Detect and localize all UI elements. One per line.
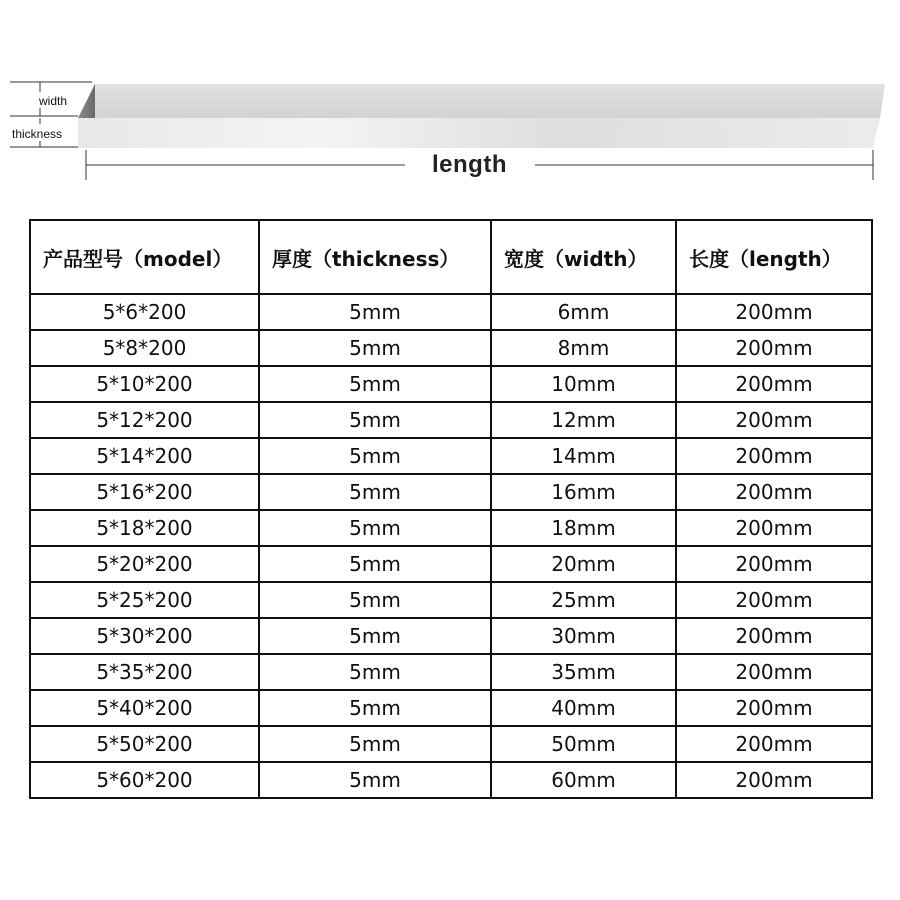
cell-length: 200mm bbox=[676, 762, 872, 798]
cell-width: 16mm bbox=[491, 474, 676, 510]
table-row bbox=[30, 474, 872, 510]
cell-model: 5*50*200 bbox=[30, 726, 259, 762]
cell-length: 200mm bbox=[676, 366, 872, 402]
cell-model: 5*18*200 bbox=[30, 510, 259, 546]
cell-length: 200mm bbox=[676, 726, 872, 762]
cell-thickness: 5mm bbox=[259, 438, 491, 474]
cell-model: 5*6*200 bbox=[30, 294, 259, 330]
cell-width: 10mm bbox=[491, 366, 676, 402]
cell-length: 200mm bbox=[676, 582, 872, 618]
cell-length: 200mm bbox=[676, 618, 872, 654]
cell-width: 25mm bbox=[491, 582, 676, 618]
table-row bbox=[30, 618, 872, 654]
length-label: length bbox=[432, 151, 507, 178]
table-row bbox=[30, 294, 872, 330]
cell-thickness: 5mm bbox=[259, 402, 491, 438]
cell-model: 5*40*200 bbox=[30, 690, 259, 726]
cell-thickness: 5mm bbox=[259, 582, 491, 618]
cell-length: 200mm bbox=[676, 402, 872, 438]
cell-model: 5*60*200 bbox=[30, 762, 259, 798]
cell-thickness: 5mm bbox=[259, 762, 491, 798]
cell-length: 200mm bbox=[676, 294, 872, 330]
cell-length: 200mm bbox=[676, 654, 872, 690]
header-thickness: 厚度（thickness） bbox=[259, 220, 491, 294]
cell-width: 30mm bbox=[491, 618, 676, 654]
cell-thickness: 5mm bbox=[259, 366, 491, 402]
table-row bbox=[30, 330, 872, 366]
cell-thickness: 5mm bbox=[259, 690, 491, 726]
table-row bbox=[30, 654, 872, 690]
cell-model: 5*10*200 bbox=[30, 366, 259, 402]
table-row bbox=[30, 510, 872, 546]
table-row bbox=[30, 438, 872, 474]
cell-width: 12mm bbox=[491, 402, 676, 438]
cell-width: 50mm bbox=[491, 726, 676, 762]
cell-model: 5*35*200 bbox=[30, 654, 259, 690]
cell-model: 5*14*200 bbox=[30, 438, 259, 474]
cell-width: 8mm bbox=[491, 330, 676, 366]
thickness-label: thickness bbox=[12, 127, 63, 141]
table-row bbox=[30, 546, 872, 582]
table-row bbox=[30, 726, 872, 762]
cell-model: 5*16*200 bbox=[30, 474, 259, 510]
cell-model: 5*20*200 bbox=[30, 546, 259, 582]
cell-width: 18mm bbox=[491, 510, 676, 546]
header-width: 宽度（width） bbox=[491, 220, 676, 294]
cell-thickness: 5mm bbox=[259, 726, 491, 762]
cell-thickness: 5mm bbox=[259, 546, 491, 582]
cell-length: 200mm bbox=[676, 330, 872, 366]
spec-table bbox=[29, 219, 873, 799]
bar-front-face bbox=[78, 118, 880, 148]
cell-model: 5*8*200 bbox=[30, 330, 259, 366]
table-row bbox=[30, 402, 872, 438]
table-header-row bbox=[30, 220, 872, 294]
bar-diagram bbox=[0, 0, 900, 200]
cell-width: 20mm bbox=[491, 546, 676, 582]
cell-model: 5*25*200 bbox=[30, 582, 259, 618]
cell-length: 200mm bbox=[676, 690, 872, 726]
cell-width: 14mm bbox=[491, 438, 676, 474]
header-model: 产品型号（model） bbox=[30, 220, 259, 294]
header-length: 长度（length） bbox=[676, 220, 872, 294]
cell-length: 200mm bbox=[676, 510, 872, 546]
cell-thickness: 5mm bbox=[259, 618, 491, 654]
cell-length: 200mm bbox=[676, 474, 872, 510]
table-row bbox=[30, 366, 872, 402]
cell-thickness: 5mm bbox=[259, 510, 491, 546]
cell-width: 40mm bbox=[491, 690, 676, 726]
cell-width: 60mm bbox=[491, 762, 676, 798]
cell-length: 200mm bbox=[676, 546, 872, 582]
table-row bbox=[30, 762, 872, 798]
cell-thickness: 5mm bbox=[259, 294, 491, 330]
cell-model: 5*30*200 bbox=[30, 618, 259, 654]
cell-width: 35mm bbox=[491, 654, 676, 690]
cell-model: 5*12*200 bbox=[30, 402, 259, 438]
cell-thickness: 5mm bbox=[259, 330, 491, 366]
cell-thickness: 5mm bbox=[259, 474, 491, 510]
cell-length: 200mm bbox=[676, 438, 872, 474]
table-row bbox=[30, 690, 872, 726]
cell-thickness: 5mm bbox=[259, 654, 491, 690]
width-label: width bbox=[39, 94, 68, 108]
table-row bbox=[30, 582, 872, 618]
cell-width: 6mm bbox=[491, 294, 676, 330]
